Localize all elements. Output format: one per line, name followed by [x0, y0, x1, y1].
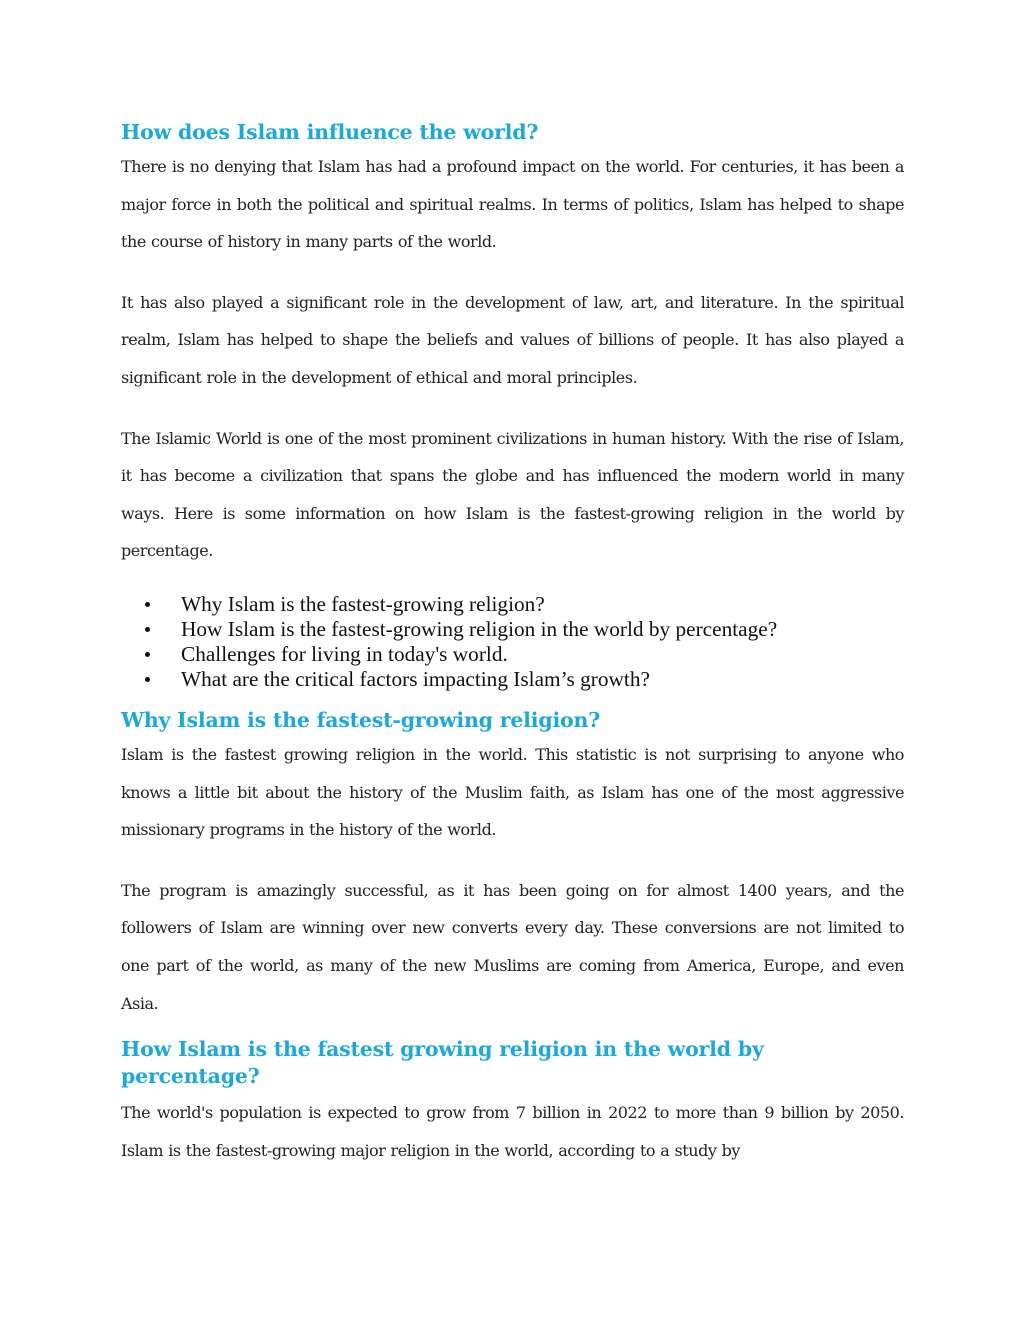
- list-item: [181, 617, 904, 642]
- paragraph: The program is amazingly successful, as it has been going on for almost 1400 years, and the followers of Islam are winning over new converts every day. These conversions are not limited to one part of the world, as many of the new Muslims are coming from America, Europe, and even Asia.: [121, 880, 904, 1013]
- paragraph: There is no denying that Islam has had a profound impact on the world. For centuries, it has been a major force in both the political and spiritual realms. In terms of politics, Islam has helped to shape the course of history in many parts of the world.: [121, 157, 904, 252]
- list-item-text: How Islam is the fastest-growing religion in the world by percentage?: [181, 616, 778, 641]
- list-item: [181, 592, 904, 617]
- list-item: [181, 642, 904, 667]
- topic-list: [121, 592, 904, 692]
- bullet-icon: [145, 627, 150, 632]
- document-page: [121, 118, 904, 1169]
- section-heading-percentage: How Islam is the fastest growing religion in the world by percentage?: [121, 1037, 764, 1089]
- bullet-icon: [145, 602, 150, 607]
- list-item: [181, 667, 904, 692]
- list-item-text: Challenges for living in today's world.: [181, 641, 508, 666]
- list-item-text: Why Islam is the fastest-growing religion?: [181, 591, 545, 616]
- paragraph: Islam is the fastest growing religion in the world. This statistic is not surprising to anyone who knows a little bit about the history of the Muslim faith, as Islam has one of the most aggressive missionary programs in the history of the world.: [121, 744, 904, 840]
- section-heading-influence: How does Islam influence the world?: [121, 120, 539, 144]
- bullet-icon: [145, 677, 150, 682]
- paragraph: It has also played a significant role in the development of law, art, and literature. In the spiritual realm, Islam has helped to shape the beliefs and values of billions of people. It has also played a significant role in the development of ethical and moral principles.: [121, 292, 904, 387]
- paragraph: The Islamic World is one of the most prominent civilizations in human history. With the rise of Islam, it has become a civilization that spans the globe and has influenced the modern world in many ways. Here is some information on how Islam is the fastest-growing religion in the world by percentage.: [121, 428, 904, 561]
- paragraph: The world's population is expected to grow from 7 billion in 2022 to more than 9 billion by 2050. Islam is the fastest-growing major religion in the world, according to a study by: [121, 1103, 904, 1160]
- bullet-icon: [145, 652, 150, 657]
- section-heading-fastest-growing: Why Islam is the fastest-growing religion?: [121, 707, 601, 732]
- list-item-text: What are the critical factors impacting Islam’s growth?: [181, 666, 650, 691]
